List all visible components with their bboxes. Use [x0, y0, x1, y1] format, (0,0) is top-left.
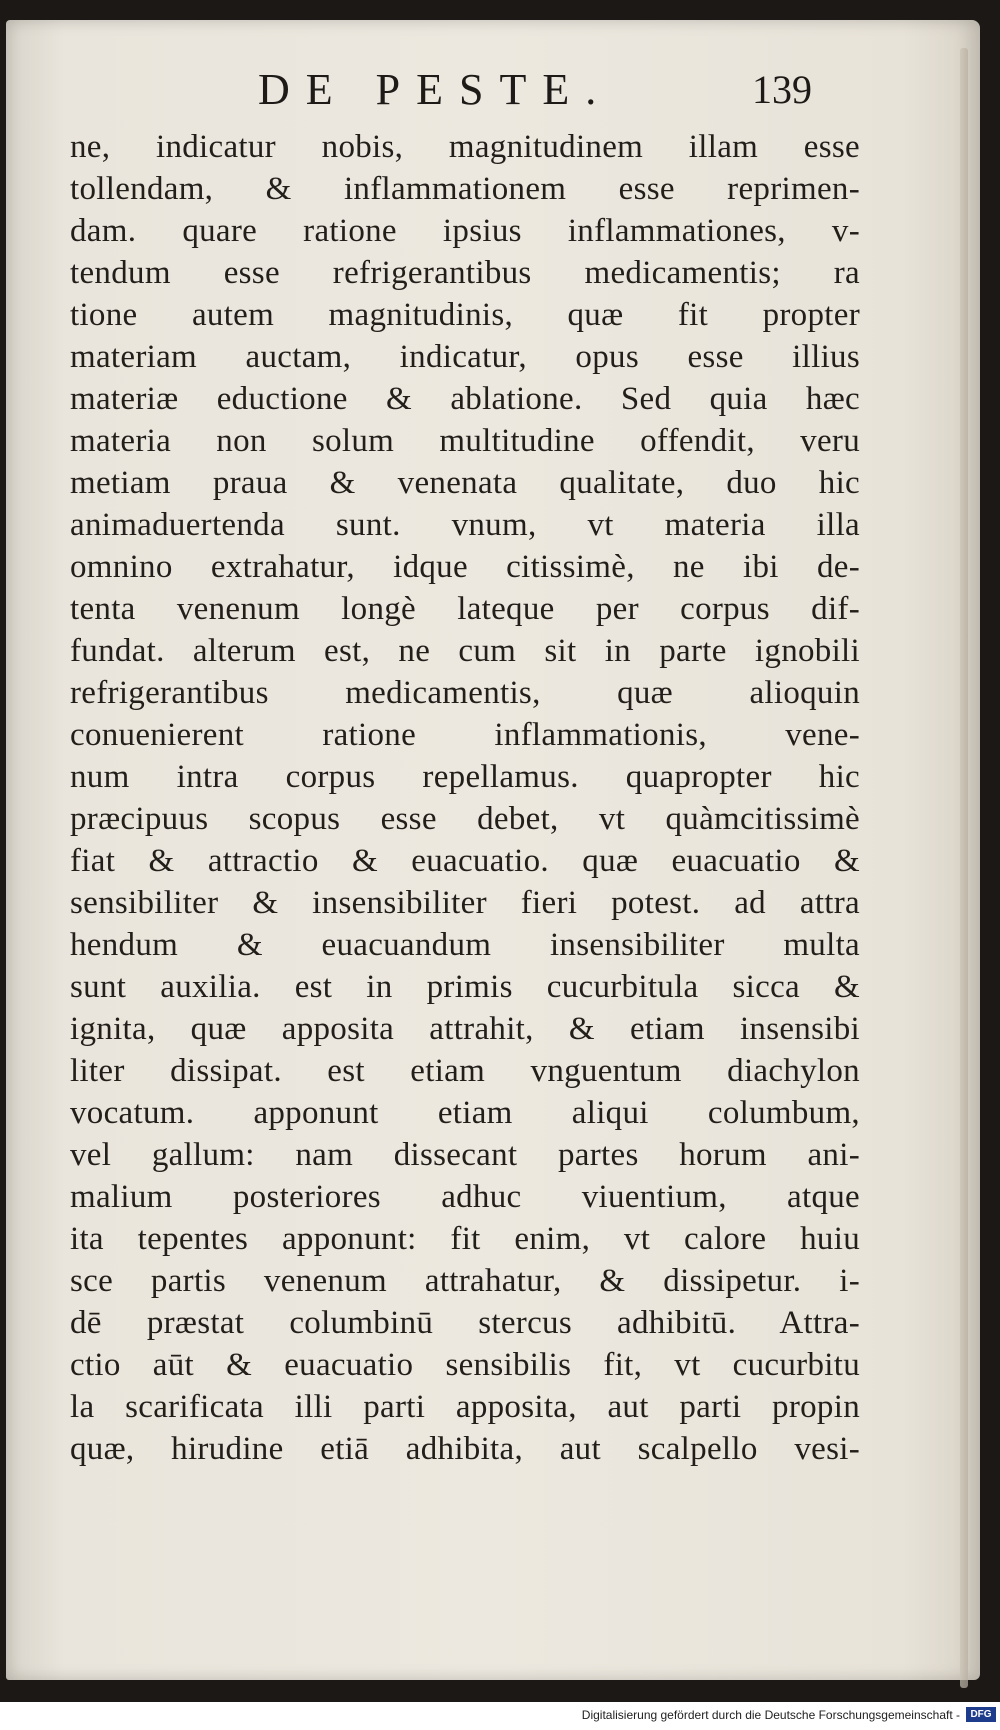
text-line: ne, indicatur nobis, magnitudinem illam esse: [70, 129, 860, 165]
text-line: materiam auctam, indicatur, opus esse illius: [70, 339, 860, 375]
text-block: [70, 126, 860, 1470]
text-line: la scarificata illi parti apposita, aut parti propin: [70, 1389, 860, 1425]
text-line: ignita, quæ apposita attrahit, & etiam insensibi: [70, 1011, 860, 1047]
text-line: num intra corpus repellamus. quapropter hic: [70, 759, 860, 795]
text-line: hendum & euacuandum insensibiliter multa: [70, 927, 860, 963]
text-line: metiam praua & venenata qualitate, duo hic: [70, 465, 860, 501]
text-line: omnino extrahatur, idque citissimè, ne ibi de-: [70, 549, 860, 585]
text-line: conuenierent ratione inflammationis, vene-: [70, 717, 860, 753]
text-line: refrigerantibus medicamentis, quæ alioquin: [70, 675, 860, 711]
text-line: præcipuus scopus esse debet, vt quàmcitissimè: [70, 801, 860, 837]
text-line: fiat & attractio & euacuatio. quæ euacuatio &: [70, 843, 860, 879]
text-line: tendum esse refrigerantibus medicamentis; ra: [70, 255, 860, 291]
text-line: malium posteriores adhuc viuentium, atque: [70, 1179, 860, 1215]
text-line: tenta venenum longè lateque per corpus dif-: [70, 591, 860, 627]
text-line: ctio aūt & euacuatio sensibilis fit, vt cucurbitu: [70, 1347, 860, 1383]
text-line: vel gallum: nam dissecant partes horum ani-: [70, 1137, 860, 1173]
text-line: quæ, hirudine etiā adhibita, aut scalpello vesi-: [70, 1431, 860, 1467]
text-line: ita tepentes apponunt: fit enim, vt calore huiu: [70, 1221, 860, 1257]
text-line: liter dissipat. est etiam vnguentum diachylon: [70, 1053, 860, 1089]
text-line: tione autem magnitudinis, quæ fit propter: [70, 297, 860, 333]
text-line: sce partis venenum attrahatur, & dissipetur. i-: [70, 1263, 860, 1299]
dfg-logo: DFG: [966, 1707, 996, 1722]
text-line: vocatum. apponunt etiam aliqui columbum,: [70, 1095, 860, 1131]
text-line: sunt auxilia. est in primis cucurbitula sicca &: [70, 969, 860, 1005]
running-head: DE PESTE.: [258, 65, 613, 114]
text-line: sensibiliter & insensibiliter fieri potest. ad attra: [70, 885, 860, 921]
text-line: animaduertenda sunt. vnum, vt materia illa: [70, 507, 860, 543]
page-number: 139: [752, 67, 812, 112]
text-line: tollendam, & inflammationem esse reprimen-: [70, 171, 860, 207]
text-line: materia non solum multitudine offendit, veru: [70, 423, 860, 459]
text-line: materiæ eductione & ablatione. Sed quia hæc: [70, 381, 860, 417]
text-line: dē præstat columbinū stercus adhibitū. Attra-: [70, 1305, 860, 1341]
text-line: fundat. alterum est, ne cum sit in parte ignobili: [70, 633, 860, 669]
text-line: dam. quare ratione ipsius inflammationes, v-: [70, 213, 860, 249]
footer-bar: [0, 1702, 1000, 1730]
footer-credit: Digitalisierung gefördert durch die Deutsche Forschungsgemeinschaft -: [581, 1708, 960, 1722]
page-edge: [960, 48, 968, 1688]
